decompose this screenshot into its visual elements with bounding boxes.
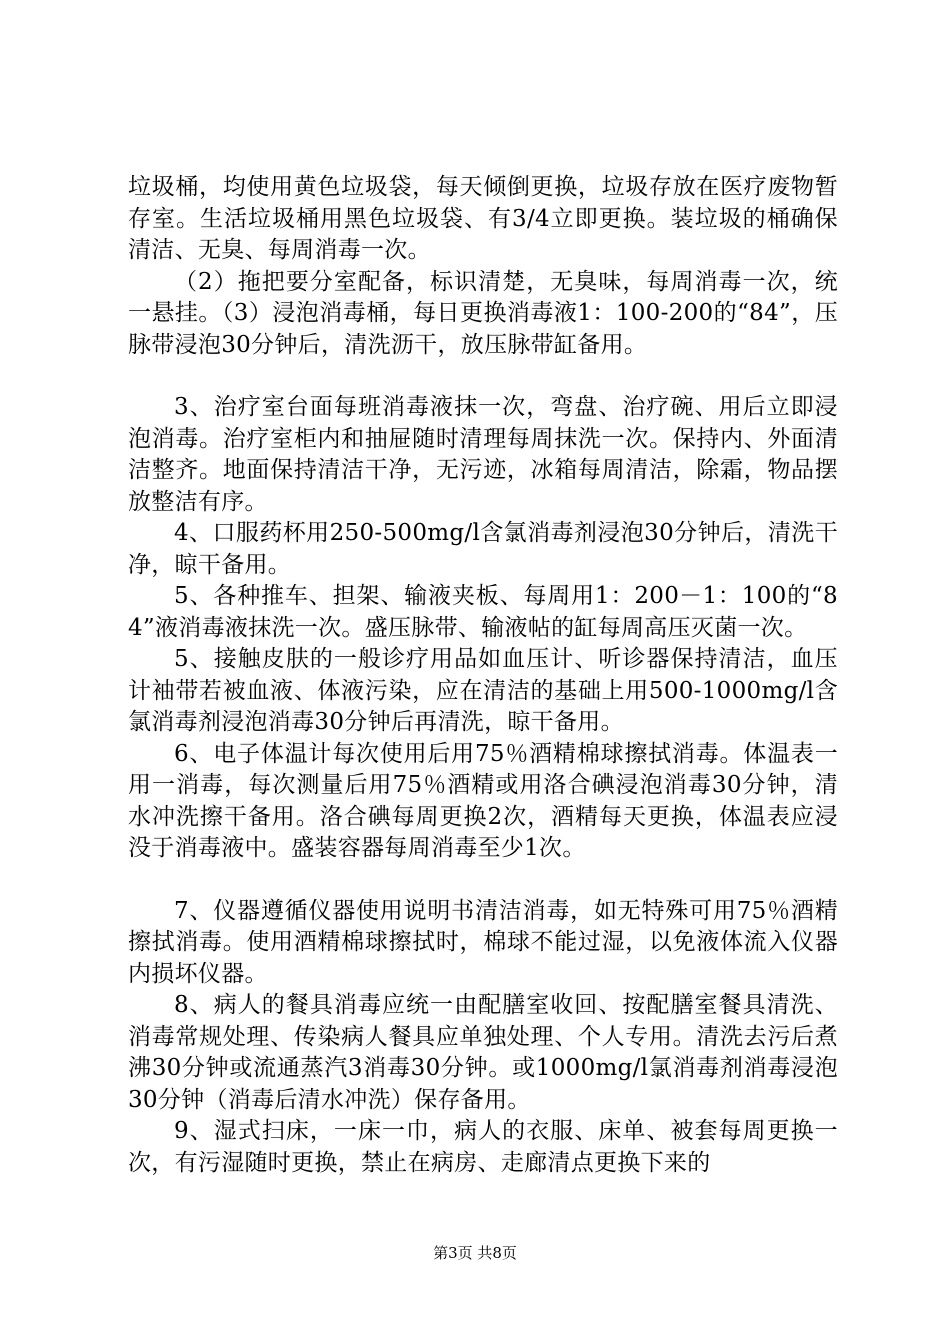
paragraph-gap [128, 361, 838, 392]
paragraph-medicine-cups: 4、口服药杯用250-500mg/l含氯消毒剂浸泡30分钟后，清洗干净，晾干备用。 [128, 520, 838, 578]
paragraph-skin-contact-items: 5、接触皮肤的一般诊疗用品如血压计、听诊器保持清洁，血压计袖带若被血液、体液污染，应在清洁的基础上用500-1000mg/l含氯消毒剂浸泡消毒30分钟后再清洗，晾干备用。 [128, 646, 838, 735]
page-number-footer: 第3页 共8页 [433, 1244, 517, 1262]
paragraph-thermometers: 6、电子体温计每次使用后用75％酒精棉球擦拭消毒。体温表一用一消毒，每次测量后用75％酒精或用洛合碘浸泡消毒30分钟，清水冲洗擦干备用。洛合碘每周更换2次，酒精每天更换，体温表应浸没于消毒液中。盛装容器每周消毒至少1次。 [128, 740, 838, 861]
paragraph-bed-sweeping: 9、湿式扫床，一床一巾，病人的衣服、床单、被套每周更换一次，有污湿随时更换，禁止在病房、走廊清点更换下来的 [128, 1118, 838, 1176]
document-body [128, 172, 838, 1179]
paragraph-instruments: 7、仪器遵循仪器使用说明书清洁消毒，如无特殊可用75％酒精擦拭消毒。使用酒精棉球擦拭时，棉球不能过湿，以免液体流入仪器内损坏仪器。 [128, 897, 838, 987]
paragraph-continuation: 垃圾桶，均使用黄色垃圾袋，每天倾倒更换，垃圾存放在医疗废物暂存室。生活垃圾桶用黑色垃圾袋、有3/4立即更换。装垃圾的桶确保清洁、无臭、每周消毒一次。 [128, 174, 838, 263]
paragraph-tableware: 8、病人的餐具消毒应统一由配膳室收回、按配膳室餐具清洗、消毒常规处理、传染病人餐具应单独处理、个人专用。清洗去污后煮沸30分钟或流通蒸汽3消毒30分钟。或1000mg/l氯消毒剂消毒浸泡30分钟（消毒后清水冲洗）保存备用。 [128, 992, 838, 1113]
paragraph-treatment-room: 3、治疗室台面每班消毒液抹一次，弯盘、治疗碗、用后立即浸泡消毒。治疗室柜内和抽屉随时清理每周抹洗一次。保持内、外面清洁整齐。地面保持清洁干净，无污迹，冰箱每周清洁，除霜，物品摆放整洁有序。 [128, 394, 838, 515]
paragraph-carts-stretchers: 5、各种推车、担架、输液夹板、每周用1：200－1：100的“84”液消毒液抹洗一次。盛压脉带、输液帖的缸每周高压灭菌一次。 [128, 583, 838, 641]
paragraph-mop-and-soak-bucket: （2）拖把要分室配备，标识清楚，无臭味，每周消毒一次，统一悬挂。（3）浸泡消毒桶，每日更换消毒液1：100-200的“84”，压脉带浸泡30分钟后，清洗沥干，放压脉带缸备用。 [128, 268, 838, 358]
paragraph-gap [128, 865, 838, 896]
